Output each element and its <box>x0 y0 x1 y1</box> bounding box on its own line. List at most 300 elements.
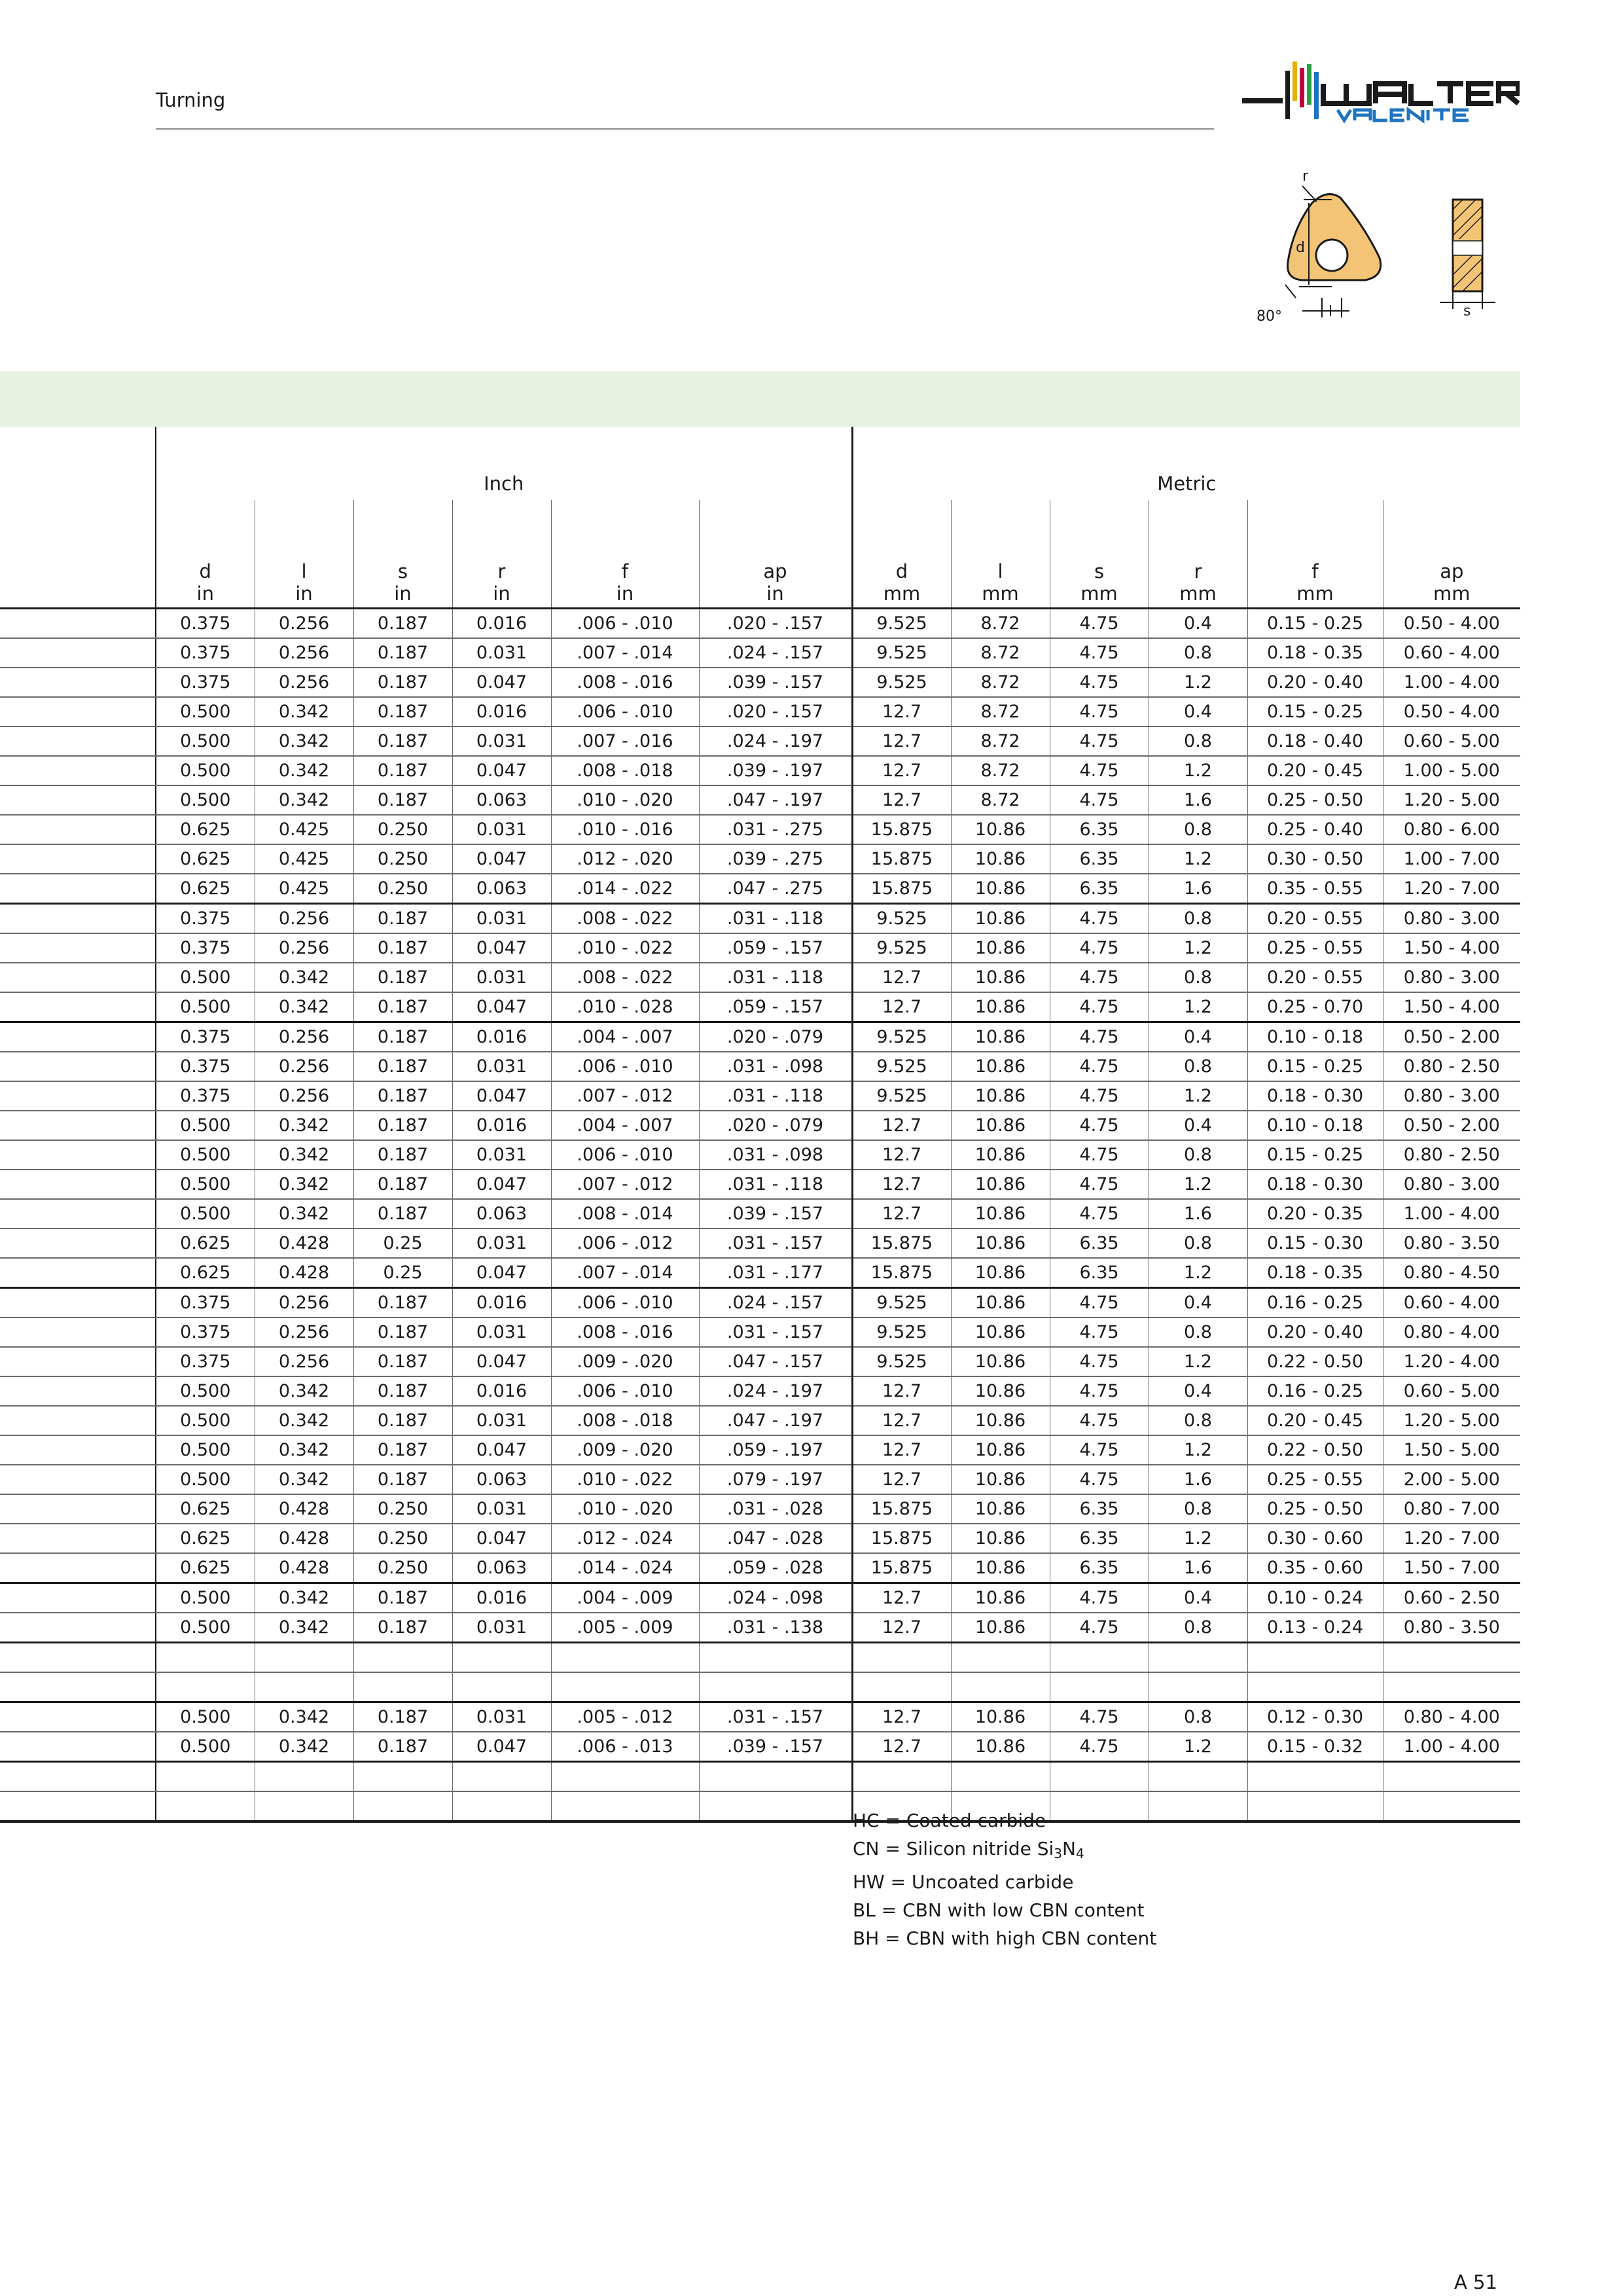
table-cell: 1.50 - 5.00 <box>1383 1435 1520 1465</box>
row-designation-cell <box>0 609 156 639</box>
table-cell: 10.86 <box>951 1583 1050 1613</box>
table-cell: 0.375 <box>156 609 255 639</box>
table-cell: 10.86 <box>951 992 1050 1022</box>
table-cell: 0.047 <box>452 1081 551 1111</box>
table-cell: .031 - .118 <box>699 1081 852 1111</box>
table-cell <box>255 1791 353 1821</box>
table-cell: 4.75 <box>1050 1613 1149 1643</box>
table-cell: 12.7 <box>852 1111 951 1140</box>
table-cell: .031 - .157 <box>699 1702 852 1732</box>
table-cell: 0.8 <box>1149 1140 1247 1170</box>
table-cell: 0.256 <box>255 1288 353 1318</box>
table-cell: 0.342 <box>255 697 353 726</box>
table-cell <box>951 1672 1050 1702</box>
row-designation-cell <box>0 1229 156 1258</box>
table-cell: 1.6 <box>1149 1465 1247 1494</box>
table-cell: 1.2 <box>1149 1524 1247 1553</box>
group-header-inch: Inch <box>156 427 852 500</box>
table-row <box>0 1288 1520 1318</box>
table-cell: 10.86 <box>951 1052 1050 1081</box>
table-cell: 6.35 <box>1050 1258 1149 1288</box>
table-row <box>0 756 1520 785</box>
column-header-l-in <box>255 500 353 609</box>
table-cell: .020 - .157 <box>699 609 852 639</box>
table-cell: 0.063 <box>452 1553 551 1583</box>
table-row <box>0 638 1520 668</box>
table-cell: 0.031 <box>452 904 551 934</box>
table-cell: 0.8 <box>1149 1702 1247 1732</box>
table-cell: 4.75 <box>1050 1140 1149 1170</box>
row-designation-cell <box>0 1347 156 1376</box>
table-cell: 0.500 <box>156 1732 255 1762</box>
table-cell: 0.187 <box>353 1081 452 1111</box>
table-cell: 0.187 <box>353 1583 452 1613</box>
table-cell: 1.6 <box>1149 1553 1247 1583</box>
table-cell: .004 - .007 <box>551 1022 699 1052</box>
table-cell: 0.375 <box>156 1347 255 1376</box>
table-row <box>0 785 1520 815</box>
table-cell: .008 - .014 <box>551 1199 699 1229</box>
table-cell: 0.187 <box>353 1376 452 1406</box>
specification-table-container <box>0 427 1520 1823</box>
legend-item: BH = CBN with high CBN content <box>853 1928 1157 1949</box>
table-cell: 9.525 <box>852 1052 951 1081</box>
table-cell: 0.342 <box>255 726 353 756</box>
table-cell: 1.20 - 7.00 <box>1383 1524 1520 1553</box>
table-cell: 0.500 <box>156 756 255 785</box>
row-designation-cell <box>0 1406 156 1435</box>
table-cell <box>452 1791 551 1821</box>
table-title-band <box>0 371 1520 427</box>
table-cell: .059 - .028 <box>699 1553 852 1583</box>
table-cell: 0.80 - 2.50 <box>1383 1140 1520 1170</box>
table-cell: 0.187 <box>353 1465 452 1494</box>
table-cell: 4.75 <box>1050 1702 1149 1732</box>
table-cell: 0.12 - 0.30 <box>1247 1702 1383 1732</box>
table-cell: 6.35 <box>1050 1229 1149 1258</box>
table-cell: 4.75 <box>1050 1732 1149 1762</box>
table-row <box>0 726 1520 756</box>
column-unit: in <box>766 583 784 605</box>
table-cell: 0.625 <box>156 1229 255 1258</box>
table-cell: 0.187 <box>353 1170 452 1199</box>
row-designation-cell <box>0 933 156 963</box>
row-designation-cell <box>0 1732 156 1762</box>
table-cell: 0.4 <box>1149 697 1247 726</box>
table-cell: 0.063 <box>452 1199 551 1229</box>
table-cell: 15.875 <box>852 1229 951 1258</box>
table-cell: 0.16 - 0.25 <box>1247 1376 1383 1406</box>
dim-r-label: r <box>1302 168 1309 185</box>
table-cell: 0.60 - 4.00 <box>1383 1288 1520 1318</box>
table-cell: 10.86 <box>951 904 1050 934</box>
table-cell <box>699 1762 852 1792</box>
table-cell: 0.80 - 3.00 <box>1383 904 1520 934</box>
table-cell: 0.8 <box>1149 904 1247 934</box>
table-cell: 10.86 <box>951 1140 1050 1170</box>
table-cell: .006 - .010 <box>551 1140 699 1170</box>
table-cell <box>255 1672 353 1702</box>
table-cell: .012 - .020 <box>551 844 699 874</box>
table-cell: 0.187 <box>353 1199 452 1229</box>
column-name: ap <box>763 560 787 583</box>
table-cell <box>699 1643 852 1673</box>
table-cell: .039 - .157 <box>699 1199 852 1229</box>
legend-item: HW = Uncoated carbide <box>853 1871 1074 1893</box>
table-row <box>0 1791 1520 1821</box>
table-cell: 0.500 <box>156 1170 255 1199</box>
table-cell: 0.25 <box>353 1229 452 1258</box>
column-unit: mm <box>1179 583 1217 605</box>
table-cell: 0.4 <box>1149 1376 1247 1406</box>
table-row <box>0 1702 1520 1732</box>
table-cell: .047 - .157 <box>699 1347 852 1376</box>
table-cell: 0.20 - 0.55 <box>1247 963 1383 992</box>
table-row <box>0 1376 1520 1406</box>
table-row <box>0 1524 1520 1553</box>
table-cell: 1.50 - 4.00 <box>1383 933 1520 963</box>
table-cell: 0.500 <box>156 785 255 815</box>
column-name: d <box>199 560 211 583</box>
table-cell: 10.86 <box>951 933 1050 963</box>
table-row <box>0 1318 1520 1347</box>
table-cell: 1.50 - 7.00 <box>1383 1553 1520 1583</box>
table-cell: 4.75 <box>1050 609 1149 639</box>
table-cell: .039 - .275 <box>699 844 852 874</box>
table-cell: 0.10 - 0.24 <box>1247 1583 1383 1613</box>
table-cell: 0.500 <box>156 1435 255 1465</box>
row-designation-cell <box>0 668 156 697</box>
row-designation-cell <box>0 874 156 904</box>
table-cell: 0.187 <box>353 1613 452 1643</box>
table-cell: .006 - .012 <box>551 1229 699 1258</box>
table-cell: 0.425 <box>255 815 353 844</box>
table-cell: 0.8 <box>1149 726 1247 756</box>
table-cell: 0.063 <box>452 1465 551 1494</box>
table-cell: .039 - .157 <box>699 1732 852 1762</box>
table-cell: 0.18 - 0.30 <box>1247 1170 1383 1199</box>
table-cell: 0.016 <box>452 609 551 639</box>
table-cell: 0.20 - 0.40 <box>1247 1318 1383 1347</box>
table-cell: 0.187 <box>353 1702 452 1732</box>
table-cell: 6.35 <box>1050 874 1149 904</box>
table-cell: 0.016 <box>452 1376 551 1406</box>
table-cell: 0.047 <box>452 1435 551 1465</box>
row-designation-cell <box>0 1140 156 1170</box>
table-cell: 0.50 - 4.00 <box>1383 609 1520 639</box>
table-row <box>0 1081 1520 1111</box>
table-cell: 0.187 <box>353 992 452 1022</box>
column-unit: in <box>196 583 214 605</box>
table-cell <box>156 1762 255 1792</box>
table-cell: 6.35 <box>1050 1553 1149 1583</box>
table-cell: 0.625 <box>156 1494 255 1524</box>
table-cell: .024 - .157 <box>699 1288 852 1318</box>
row-designation-cell <box>0 1435 156 1465</box>
table-cell: 9.525 <box>852 1288 951 1318</box>
table-cell: 10.86 <box>951 1465 1050 1494</box>
table-cell: 0.031 <box>452 1229 551 1258</box>
table-cell: 0.20 - 0.45 <box>1247 1406 1383 1435</box>
column-unit: mm <box>883 583 921 605</box>
table-cell: 0.031 <box>452 1140 551 1170</box>
row-designation-cell <box>0 1258 156 1288</box>
table-row <box>0 1435 1520 1465</box>
table-cell: 0.031 <box>452 726 551 756</box>
row-designation-cell <box>0 815 156 844</box>
table-cell: .047 - .028 <box>699 1524 852 1553</box>
table-cell: 0.047 <box>452 1732 551 1762</box>
table-cell: 10.86 <box>951 1524 1050 1553</box>
table-cell: 4.75 <box>1050 726 1149 756</box>
table-cell: .009 - .020 <box>551 1347 699 1376</box>
table-cell: .024 - .197 <box>699 726 852 756</box>
column-name: f <box>1311 560 1319 583</box>
table-cell: 0.047 <box>452 933 551 963</box>
table-cell: 0.047 <box>452 668 551 697</box>
table-cell: 4.75 <box>1050 1318 1149 1347</box>
table-cell: 0.187 <box>353 1288 452 1318</box>
table-cell: 15.875 <box>852 874 951 904</box>
table-cell: .010 - .022 <box>551 933 699 963</box>
table-cell: 6.35 <box>1050 815 1149 844</box>
column-unit: mm <box>1296 583 1334 605</box>
table-cell: 9.525 <box>852 638 951 668</box>
table-cell: 10.86 <box>951 1553 1050 1583</box>
table-cell: 12.7 <box>852 756 951 785</box>
table-cell: 0.20 - 0.40 <box>1247 668 1383 697</box>
dim-l-label: l <box>1329 304 1333 320</box>
table-cell: 0.187 <box>353 904 452 934</box>
table-row <box>0 992 1520 1022</box>
table-cell: 10.86 <box>951 1732 1050 1762</box>
table-cell: 0.8 <box>1149 638 1247 668</box>
table-cell <box>1383 1643 1520 1673</box>
table-cell: 0.13 - 0.24 <box>1247 1613 1383 1643</box>
column-unit: mm <box>1080 583 1118 605</box>
table-cell: 0.10 - 0.18 <box>1247 1111 1383 1140</box>
row-designation-cell <box>0 1199 156 1229</box>
table-cell: 12.7 <box>852 1376 951 1406</box>
table-cell: 0.500 <box>156 1702 255 1732</box>
table-cell: 9.525 <box>852 904 951 934</box>
table-cell: 0.20 - 0.55 <box>1247 904 1383 934</box>
table-cell: .006 - .010 <box>551 1376 699 1406</box>
table-cell <box>353 1791 452 1821</box>
table-cell: 0.063 <box>452 874 551 904</box>
table-cell: 10.86 <box>951 1613 1050 1643</box>
column-name: f <box>621 560 629 583</box>
table-cell: 0.25 - 0.70 <box>1247 992 1383 1022</box>
table-cell: 0.25 - 0.55 <box>1247 1465 1383 1494</box>
table-cell: 0.187 <box>353 1052 452 1081</box>
table-cell: 0.250 <box>353 844 452 874</box>
table-cell: 4.75 <box>1050 1052 1149 1081</box>
table-cell: 0.187 <box>353 933 452 963</box>
table-cell: .039 - .197 <box>699 756 852 785</box>
row-designation-cell <box>0 904 156 934</box>
table-cell: 10.86 <box>951 1199 1050 1229</box>
table-row <box>0 1347 1520 1376</box>
table-cell: 0.031 <box>452 1052 551 1081</box>
table-cell: 10.86 <box>951 1288 1050 1318</box>
table-cell: 0.15 - 0.25 <box>1247 697 1383 726</box>
column-header-f-mm <box>1247 500 1383 609</box>
table-cell: 12.7 <box>852 1435 951 1465</box>
table-cell <box>551 1643 699 1673</box>
dim-angle-label: 80° <box>1257 308 1282 325</box>
table-row <box>0 1583 1520 1613</box>
table-cell <box>452 1762 551 1792</box>
table-cell: 0.80 - 3.50 <box>1383 1613 1520 1643</box>
table-cell: .007 - .012 <box>551 1170 699 1199</box>
table-cell: 0.20 - 0.45 <box>1247 756 1383 785</box>
table-cell: 0.031 <box>452 638 551 668</box>
table-cell: 8.72 <box>951 785 1050 815</box>
table-cell: 12.7 <box>852 1406 951 1435</box>
table-cell: 6.35 <box>1050 1524 1149 1553</box>
table-cell: 1.2 <box>1149 992 1247 1022</box>
row-designation-cell <box>0 1791 156 1821</box>
table-cell: 0.80 - 4.00 <box>1383 1318 1520 1347</box>
table-cell: .020 - .079 <box>699 1111 852 1140</box>
table-cell: .006 - .010 <box>551 1288 699 1318</box>
table-cell: .007 - .014 <box>551 638 699 668</box>
column-header-ap-in <box>699 500 852 609</box>
table-cell: 1.2 <box>1149 1347 1247 1376</box>
table-cell: 1.2 <box>1149 933 1247 963</box>
table-cell: .031 - .138 <box>699 1613 852 1643</box>
table-cell: 0.016 <box>452 1022 551 1052</box>
table-cell: .005 - .012 <box>551 1702 699 1732</box>
table-cell: 0.18 - 0.30 <box>1247 1081 1383 1111</box>
table-cell: 1.2 <box>1149 1435 1247 1465</box>
table-cell: 0.342 <box>255 1732 353 1762</box>
table-cell: 12.7 <box>852 726 951 756</box>
table-cell: .007 - .016 <box>551 726 699 756</box>
row-designation-cell <box>0 756 156 785</box>
table-cell: 0.8 <box>1149 1318 1247 1347</box>
table-cell: 1.00 - 5.00 <box>1383 756 1520 785</box>
table-cell: 0.187 <box>353 1140 452 1170</box>
table-cell: 1.00 - 7.00 <box>1383 844 1520 874</box>
table-cell: .024 - .098 <box>699 1583 852 1613</box>
table-cell: 0.60 - 2.50 <box>1383 1583 1520 1613</box>
table-cell: 0.047 <box>452 756 551 785</box>
legend-item: BL = CBN with low CBN content <box>853 1899 1145 1921</box>
table-cell: 0.80 - 3.00 <box>1383 1170 1520 1199</box>
table-cell <box>852 1643 951 1673</box>
table-cell: 8.72 <box>951 609 1050 639</box>
table-cell: .024 - .157 <box>699 638 852 668</box>
table-cell: 0.342 <box>255 992 353 1022</box>
table-cell: 0.30 - 0.60 <box>1247 1524 1383 1553</box>
table-cell: 0.50 - 4.00 <box>1383 697 1520 726</box>
table-cell: 0.342 <box>255 1376 353 1406</box>
table-cell: .004 - .007 <box>551 1111 699 1140</box>
table-cell: 0.047 <box>452 1347 551 1376</box>
table-cell: 0.031 <box>452 1613 551 1643</box>
table-cell: 0.256 <box>255 1081 353 1111</box>
table-cell: 0.256 <box>255 609 353 639</box>
table-row <box>0 1732 1520 1762</box>
table-cell: 0.500 <box>156 1376 255 1406</box>
table-cell <box>1149 1643 1247 1673</box>
table-cell: .012 - .024 <box>551 1524 699 1553</box>
table-cell: 0.25 <box>353 1258 452 1288</box>
row-designation-cell <box>0 1022 156 1052</box>
table-cell: 0.342 <box>255 1465 353 1494</box>
table-cell <box>353 1643 452 1673</box>
table-cell: 10.86 <box>951 1347 1050 1376</box>
table-cell: 10.86 <box>951 874 1050 904</box>
table-cell: 0.4 <box>1149 1022 1247 1052</box>
table-cell: .031 - .157 <box>699 1229 852 1258</box>
table-cell <box>156 1791 255 1821</box>
table-cell: 0.187 <box>353 756 452 785</box>
table-row <box>0 1199 1520 1229</box>
table-cell: 0.60 - 4.00 <box>1383 638 1520 668</box>
column-header-s-mm <box>1050 500 1149 609</box>
table-cell: 15.875 <box>852 1258 951 1288</box>
row-designation-cell <box>0 1553 156 1583</box>
column-header-ap-mm <box>1383 500 1520 609</box>
table-cell <box>1050 1672 1149 1702</box>
table-cell: 0.187 <box>353 1406 452 1435</box>
row-designation-cell <box>0 1702 156 1732</box>
table-cell: 8.72 <box>951 756 1050 785</box>
table-cell: .006 - .013 <box>551 1732 699 1762</box>
table-cell <box>255 1762 353 1792</box>
table-cell: 0.428 <box>255 1524 353 1553</box>
table-cell: 12.7 <box>852 785 951 815</box>
table-cell: 12.7 <box>852 1702 951 1732</box>
table-cell: 4.75 <box>1050 1170 1149 1199</box>
table-cell: 0.500 <box>156 1199 255 1229</box>
table-row <box>0 668 1520 697</box>
table-cell <box>551 1791 699 1821</box>
table-cell <box>1149 1762 1247 1792</box>
page-header <box>156 85 1214 131</box>
table-cell <box>156 1643 255 1673</box>
table-cell: 0.016 <box>452 1111 551 1140</box>
table-cell <box>1247 1643 1383 1673</box>
row-designation-cell <box>0 1052 156 1081</box>
table-cell: .059 - .157 <box>699 992 852 1022</box>
table-cell: .009 - .020 <box>551 1435 699 1465</box>
table-cell: 0.375 <box>156 1081 255 1111</box>
table-cell: .014 - .022 <box>551 874 699 904</box>
table-cell: 0.016 <box>452 1288 551 1318</box>
table-cell: 0.187 <box>353 609 452 639</box>
table-row <box>0 1553 1520 1583</box>
table-cell: 0.500 <box>156 726 255 756</box>
table-cell: 0.187 <box>353 1347 452 1376</box>
table-row <box>0 815 1520 844</box>
table-cell: 0.50 - 2.00 <box>1383 1022 1520 1052</box>
table-cell: 0.342 <box>255 1170 353 1199</box>
legend-item: CN = Silicon nitride $Si_3N_4$ <box>853 1838 1084 1861</box>
table-cell: .004 - .009 <box>551 1583 699 1613</box>
table-cell: 0.047 <box>452 992 551 1022</box>
table-row <box>0 609 1520 639</box>
table-cell: 0.250 <box>353 874 452 904</box>
header-rule <box>156 128 1214 130</box>
table-row <box>0 1229 1520 1258</box>
table-cell: 10.86 <box>951 1376 1050 1406</box>
table-cell: 12.7 <box>852 963 951 992</box>
table-cell <box>699 1791 852 1821</box>
